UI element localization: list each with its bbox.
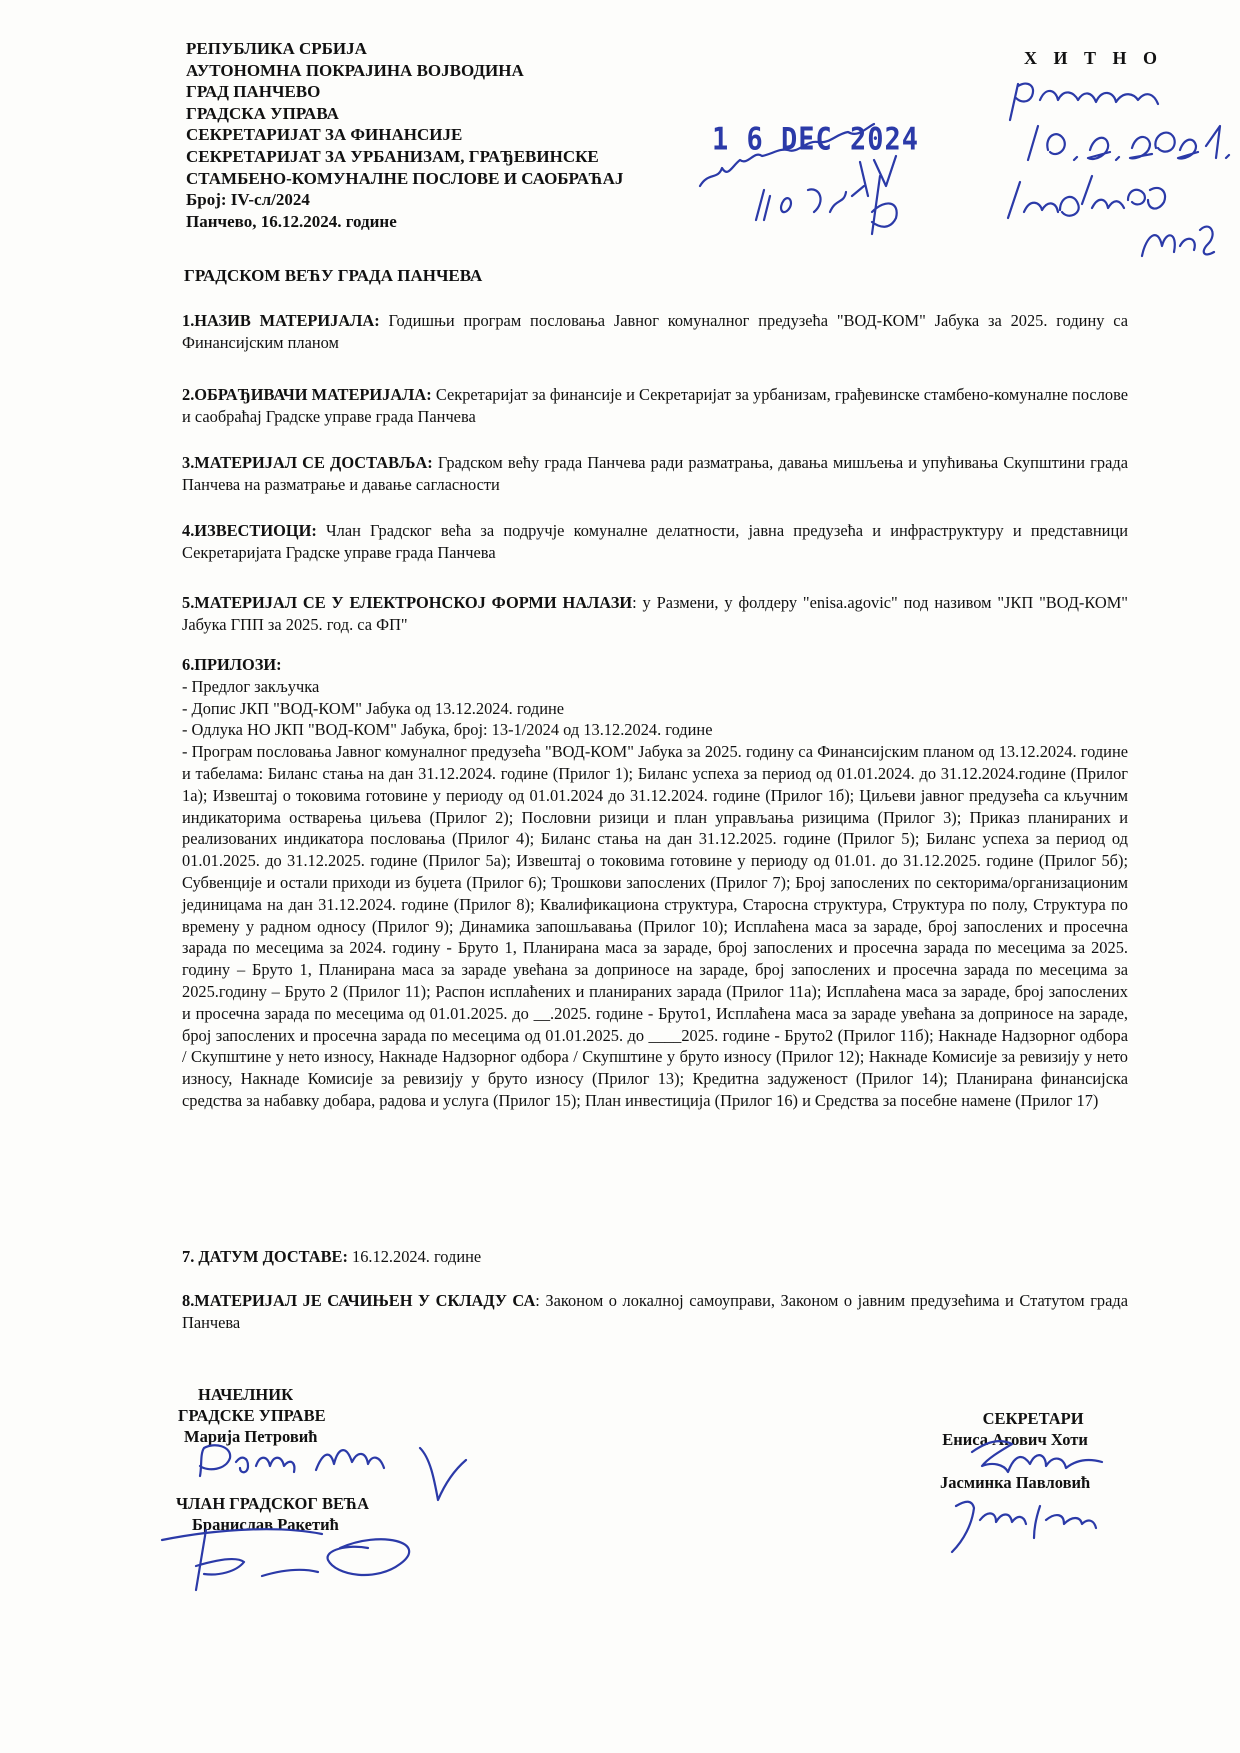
handwritten-date-2024 bbox=[1028, 126, 1229, 160]
section-compliance bbox=[182, 1290, 1128, 1334]
section-text: 16.12.2024. године bbox=[347, 1247, 482, 1266]
section-attachments bbox=[182, 654, 1128, 1112]
section-label: 2.ОБРАЂИВАЧИ МАТЕРИЈАЛА: bbox=[182, 385, 432, 404]
section-delivery-date bbox=[182, 1246, 1128, 1268]
section-label: 4.ИЗВЕСТИОЦИ: bbox=[182, 521, 317, 540]
section-electronic-location bbox=[182, 592, 1128, 636]
document-date: Панчево, 16.12.2024. године bbox=[186, 211, 397, 231]
section-label: 8.МАТЕРИЈАЛ ЈЕ САЧИЊЕН У СКЛАДУ СА bbox=[182, 1291, 536, 1310]
header-line: СЕКРЕТАРИЈАТ ЗА УРБАНИЗАМ, ГРАЂЕВИНСКЕ bbox=[186, 146, 599, 166]
signatory-title: ЧЛАН ГРАДСКОГ ВЕЋА bbox=[176, 1494, 370, 1513]
signatory-title: НАЧЕЛНИК bbox=[198, 1385, 294, 1404]
signatory-title: ГРАДСКЕ УПРАВЕ bbox=[178, 1406, 326, 1425]
section-text: : у Размени, у фолдеру "enisa.agovic" под називом "ЈКП "ВОД-КОМ" Јабука ГПП за 2025. год. са ФП" bbox=[182, 593, 1128, 634]
section-label: 3.МАТЕРИЈАЛ СЕ ДОСТАВЉА: bbox=[182, 453, 433, 472]
signatory-title: СЕКРЕТАРИ bbox=[982, 1409, 1084, 1428]
handwritten-signature-top-right bbox=[1008, 176, 1165, 218]
handwritten-initials bbox=[872, 176, 897, 234]
handwritten-initials-top-right bbox=[1142, 227, 1214, 256]
signatory-name: Eниса Агович Хоти bbox=[942, 1430, 1088, 1449]
section-delivered-to bbox=[182, 452, 1128, 496]
handwritten-received-word bbox=[1010, 84, 1158, 120]
list-item: - Програм пословања Јавног комуналног предузећа "ВОД-КОМ" Јабука за 2025. годину са Финансијским планом од 13.12.2024. године и табелама: Биланс стања на дан 31.12.2024. године (Прилог 1); Биланс успеха за период од 01.01.2024. до 31.12.2024.године (Прилог 1а); Извештај о токовима готовине у периоду од 01.01.2024 до 31.12.2024. године (Прилог 1б); Циљеви јавног предузећа са кључним индикаторима остварења циљева (Прилог 2); Пословни ризици и план управљања ризицима (Прилог 3); Приказ планираних и реализованих индикатора пословања (Прилог 4); Биланс стања на дан 31.12.2025. године (Прилог 5); Биланс успеха за период од 01.01.2025. до 31.12.2025. године (Прилог 5а); Извештај о токовима готовине у периоду од 01.01. до 31.12.2025. године (Прилог 5б); Субвенције и остали приходи из буџета (Прилог 6); Трошкови запослених (Прилог 7); Број запослених по секторима/организационим јединицама на дан 31.12.2024. године (Прилог 8); Квалификациона структура, Старосна структура, Структура по полу, Структура по времену у радном односу (Прилог 9); Динамика запошљавања (Прилог 10); Исплаћена маса за зараде, број запослених и просечна зарада по месецима за 2024. годину - Бруто 1, Планирана маса за зараде, број запослених и просечна зарада по месецима за 2025. годину – Бруто 1, Планирана маса за зараде увећана за доприносе на зараде, број запослених и просечна зарада по месецима за 2025.годину – Бруто 2 (Прилог 11); Распон исплаћених и планираних зарада (Прилог 11а); Исплаћена маса за зараде, број запослених и просечна зарада по месецима од 01.01.2025. до __.2025. године - Бруто1, Исплаћена маса за зараде увећана за доприносе на зараде, број запослених и просечна зарада по месецима од 01.01.2025. до ____2025. године - Бруто2 (Прилог 11б); Накнаде Надзорног одбора / Скупштине у нето износу, Накнаде Надзорног одбора / Скупштине у бруто износу (Прилог 12); Накнаде Комисије за ревизију у нето износу, Накнаде Комисије за ревизију у бруто износу (Прилог 13); Кредитна задуженост (Прилог 14); Планирана финансијска средства за набавку добара, радова и услуга (Прилог 15); План инвестиција (Прилог 16) и Средства за посебне намене (Прилог 17) bbox=[182, 742, 1128, 1110]
urgent-label: Х И Т Н О bbox=[1024, 48, 1164, 68]
list-item: - Допис ЈКП "ВОД-КОМ" Јабука од 13.12.2024. године bbox=[182, 698, 565, 718]
signatory-name: Бранислав Ракетић bbox=[192, 1515, 339, 1534]
header-line: РЕПУБЛИКА СРБИЈА bbox=[186, 39, 367, 58]
section-label: 5.МАТЕРИЈАЛ СЕ У ЕЛЕКТРОНСКОЈ ФОРМИ НАЛАЗИ bbox=[182, 593, 633, 612]
issuer-header bbox=[186, 38, 623, 232]
section-text: : Законом о локалној самоуправи, Законом о јавним предузећима и Статутом града Панчева bbox=[182, 1291, 1128, 1332]
signatory-name: Јасминка Павловић bbox=[940, 1473, 1091, 1492]
section-rapporteurs bbox=[182, 520, 1128, 564]
addressee: ГРАДСКОМ ВЕЋУ ГРАДА ПАНЧЕВА bbox=[184, 266, 483, 285]
header-line: ГРАДСКА УПРАВА bbox=[186, 103, 339, 123]
received-date-stamp: 1 6 DEC 2024 bbox=[712, 121, 920, 158]
signature-block-right bbox=[940, 1408, 1090, 1493]
list-item: - Предлог закључка bbox=[182, 676, 320, 696]
header-line: СЕКРЕТАРИЈАТ ЗА ФИНАНСИЈЕ bbox=[186, 125, 463, 145]
signatory-name: Марија Петровић bbox=[184, 1427, 318, 1446]
attachments-list bbox=[182, 676, 1128, 1112]
handwritten-note-line-2 bbox=[756, 186, 864, 220]
section-label: 1.НАЗИВ МАТЕРИЈАЛА: bbox=[182, 311, 380, 330]
signature-secretary-2 bbox=[952, 1502, 1096, 1552]
document-number: Број: IV-сл/2024 bbox=[186, 190, 310, 210]
attachments-label: 6.ПРИЛОЗИ: bbox=[182, 655, 282, 674]
signature-block-left bbox=[176, 1384, 369, 1535]
header-line: СТАМБЕНО-КОМУНАЛНЕ ПОСЛОВЕ И САОБРАЋАЈ bbox=[186, 168, 624, 188]
section-material-name bbox=[182, 310, 1128, 354]
header-line: АУТОНОМНА ПОКРАЈИНА ВОЈВОДИНА bbox=[186, 60, 524, 80]
header-line: ГРАД ПАНЧЕВО bbox=[186, 82, 321, 102]
section-text: Годишњи програм пословања Јавног комуналног предузећа "ВОД-КОМ" Јабука за 2025. годину са Финансијским планом bbox=[182, 311, 1129, 352]
signature-council-member bbox=[162, 1529, 409, 1590]
section-text: Секретаријат за финансије и Секретаријат за урбанизам, грађевинске стамбено-комуналне послове и саобраћај Градске управе града Панчева bbox=[182, 385, 1128, 426]
section-text: Члан Градског већа за подручје комуналне делатности, јавна предузећа и инфраструктуру и представници Секретаријата Градске управе града Панчева bbox=[182, 521, 1128, 562]
section-label: 7. ДАТУМ ДОСТАВЕ: bbox=[182, 1247, 348, 1266]
section-text: Градском већу града Панчева ради разматрања, давања мишљења и упућивања Скупштини града Панчева на разматрање и давање сагласности bbox=[182, 453, 1128, 494]
list-item: - Одлука НО ЈКП "ВОД-КОМ" Јабука, број: 13-1/2024 од 13.12.2024. године bbox=[182, 720, 713, 740]
section-material-authors bbox=[182, 384, 1128, 428]
